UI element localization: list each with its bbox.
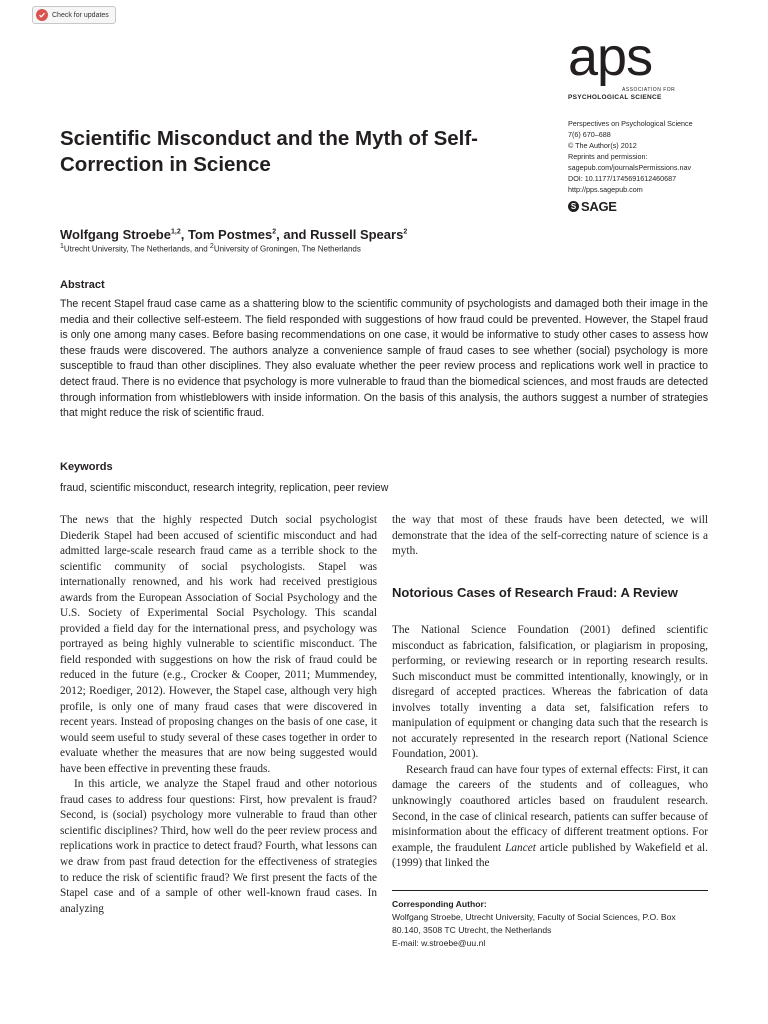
check-updates-icon: [36, 9, 48, 21]
aps-logo: aps: [568, 27, 653, 87]
body-text: article published by Wakefield et al. (1999) that linked the: [392, 841, 708, 870]
body-text: Research fraud can have four types of external effects: First, it can damage the careers of the students and of colleagues, who unknowingly coauthored articles based on fraudulent research. Second, in the case of clinical research, patients can suffer because of misinformation about the efficacy of different treatment options. For example, the fraudulent: [392, 763, 708, 854]
body-column-right: [392, 623, 708, 872]
check-for-updates-button[interactable]: [32, 6, 116, 24]
doi[interactable]: DOI: 10.1177/1745691612460687: [568, 174, 677, 183]
body-paragraph: In this article, we analyze the Stapel fraud and other notorious fraud cases to address four questions: First, how prevalent is fraud? Second, is (social) psychology more vulnerable to fraud than other scientific disciplines? Third, how well do the peer review process and replications work in practice to detect fraud? Fourth, what lessons can we draw from past fraud detection for the effectiveness of strategies to reduce the risk of scientific fraud? We first present the facts of the Stapel case and of a sample of other well-known fraud cases. In analyzing: [60, 778, 377, 915]
affiliation-number: 1: [60, 243, 64, 250]
author-list: [60, 227, 407, 242]
journal-name: Perspectives on Psychological Science: [568, 119, 693, 128]
corresponding-author-address: 80.140, 3508 TC Utrecht, the Netherlands: [392, 925, 552, 935]
abstract-text: The recent Stapel fraud case came as a shattering blow to the scientific community of psychologists and damaged both their image in the media and their collective self-esteem. The field responded with suggestions of how fraud could be prevented. However, the Stapel fraud is only one among many cases. Before basing recommendations on one case, it would be informative to study other cases to assess how these frauds were discovered. The authors analyze a convenience sample of fraud cases to see whether (social) psychology is more susceptible to fraud than other disciplines. They also evaluate whether the peer review process and replications work well in practice to detect fraud. There is no evidence that psychology is more vulnerable to fraud than the biomedical sciences, and most frauds are detected through information from whistleblowers with inside information. On the basis of this analysis, the authors suggest a number of strategies that might reduce the risk of scientific fraud.: [60, 298, 708, 420]
body-column-right-top: [392, 513, 708, 560]
keywords-heading: Keywords: [60, 461, 113, 473]
keywords-text: fraud, scientific misconduct, research integrity, replication, peer review: [60, 482, 389, 494]
author-separator: ,: [180, 227, 188, 242]
body-paragraph: the way that most of these frauds have been detected, we will demonstrate that the idea of the self-correcting nature of science is a myth.: [392, 514, 708, 558]
corresponding-author-note: [392, 898, 712, 950]
author-affiliation-ref: 2: [272, 228, 277, 236]
article-title: Scientific Misconduct and the Myth of Self-Correction in Science: [60, 127, 478, 176]
reprints-label: Reprints and permission:: [568, 152, 648, 161]
affiliation-text: University of Groningen, The Netherlands: [213, 244, 361, 254]
sage-logo: [568, 199, 617, 214]
corresponding-author-address: Wolfgang Stroebe, Utrecht University, Faculty of Social Sciences, P.O. Box: [392, 912, 676, 922]
body-paragraph: [392, 763, 708, 872]
sage-mark-icon: S: [568, 201, 579, 212]
author-name: Wolfgang Stroebe: [60, 227, 171, 242]
check-for-updates-label: Check for updates: [52, 11, 109, 19]
affiliation-text: Utrecht University, The Netherlands, and: [63, 244, 210, 254]
affiliations: [60, 243, 361, 254]
corresponding-author-email[interactable]: E-mail: w.stroebe@uu.nl: [392, 938, 486, 948]
sage-wordmark: SAGE: [581, 199, 617, 214]
body-paragraph: The National Science Foundation (2001) defined scientific misconduct as fabrication, falsification, or plagiarism in proposing, performing, or reviewing research or in reporting research results. Such misconduct must be committed intentionally, knowingly, or in disregard of accepted practices. Whereas the fabrication of data involves totally inventing a data set, falsification refers to manipulation of equipment or changing data such that the research is not accurately represented in the research report (National Science Foundation, 2001).: [392, 624, 708, 761]
author-name: Russell Spears: [310, 227, 404, 242]
author-affiliation-ref: 2: [403, 228, 408, 236]
author-name: Tom Postmes: [187, 227, 273, 242]
author-separator: , and: [276, 227, 311, 242]
permissions-link[interactable]: sagepub.com/journalsPermissions.nav: [568, 163, 692, 172]
journal-url[interactable]: http://pps.sagepub.com: [568, 185, 643, 194]
journal-volume: 7(6) 670–688: [568, 130, 611, 139]
copyright: © The Author(s) 2012: [568, 141, 637, 150]
divider: [392, 890, 708, 891]
body-column-left: [60, 513, 377, 917]
journal-title-italic: Lancet: [505, 841, 536, 854]
body-paragraph: The news that the highly respected Dutch social psychologist Diederik Stapel had been accused of scientific misconduct and had admitted large-scale research fraud came as a terrible shock to the scientific community of social psychologists. Stapel was internationally renowned, and his work had received prestigious awards from the European Association of Social Psychology and the U.S. Society of Experimental Social Psychology. This scandal provided a field day for the international press, and psychology was portrayed as being highly vulnerable to scientific misconduct. The field responded with suggestions on how the risk of fraud could be reduced in the future (e.g., Crocker & Cooper, 2011; Mummendey, 2012; Roediger, 2012). However, the Stapel case, although very high profile, is only one of many fraud cases that were discovered in recent years. Instead of proposing changes on the basis of one case, it would seem useful to study several of these cases together in order to evaluate whether the measures that are now being suggested would have been effective in preventing these frauds.: [60, 514, 377, 775]
aps-logo-tagline: ASSOCIATION FOR: [622, 87, 676, 93]
author-affiliation-ref: 1,2: [170, 228, 181, 236]
affiliation-number: 2: [209, 243, 214, 250]
section-heading: Notorious Cases of Research Fraud: A Review: [392, 585, 678, 600]
abstract-heading: Abstract: [60, 279, 105, 291]
aps-logo-name: PSYCHOLOGICAL SCIENCE: [568, 94, 662, 101]
corresponding-author-heading: Corresponding Author:: [392, 899, 487, 909]
journal-info: [568, 118, 748, 195]
